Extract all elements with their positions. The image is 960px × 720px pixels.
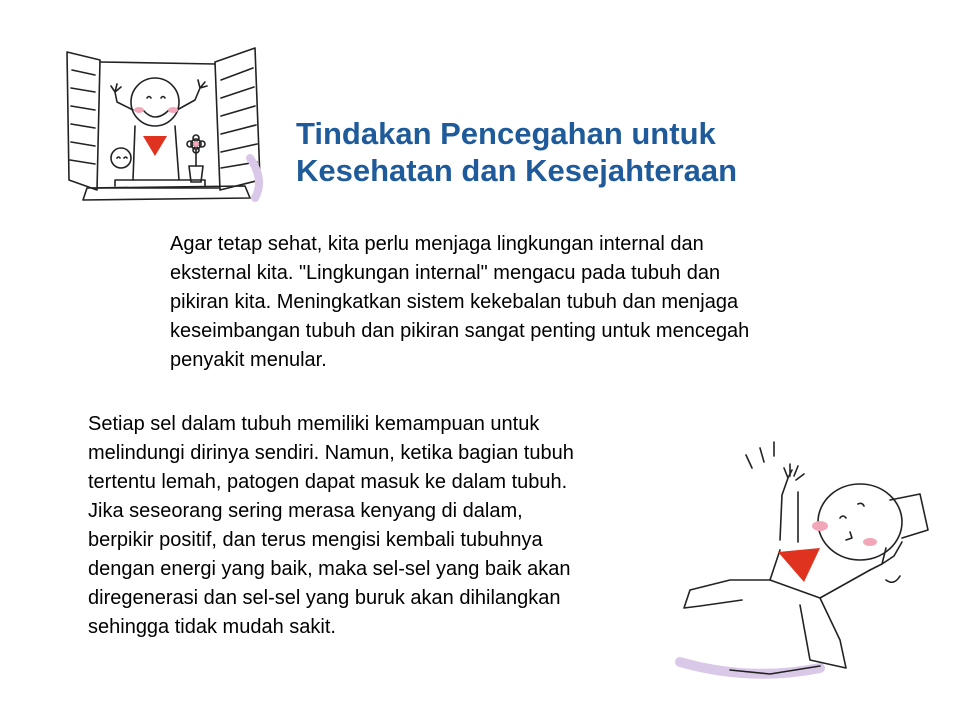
paragraph-line: Agar tetap sehat, kita perlu menjaga lingkungan internal dan [170,233,704,255]
paragraph-line: keseimbangan tubuh dan pikiran sangat penting untuk mencegah [170,320,750,342]
paragraph-line: eksternal kita. "Lingkungan internal" mengacu pada tubuh dan [170,262,721,284]
title-line-2: Kesehatan dan Kesejahteraan [296,153,738,188]
paragraph-line: dengan energi yang baik, maka sel-sel yang baik akan [88,558,571,580]
person-kicking-illustration [670,430,940,685]
person-at-window-illustration [55,40,275,205]
paragraph-line: diregenerasi dan sel-sel yang buruk akan dihilangkan [88,587,561,609]
paragraph-line: berpikir positif, dan terus mengisi kembali tubuhnya [88,529,543,551]
paragraph-line: Setiap sel dalam tubuh memiliki kemampuan untuk [88,413,540,435]
paragraph-line: Jika seseorang sering merasa kenyang di dalam, [88,500,523,522]
page-title [296,115,916,189]
paragraph-line: penyakit menular. [170,349,327,371]
paragraph-line: melindungi dirinya sendiri. Namun, ketika bagian tubuh [88,442,574,464]
intro-paragraph [170,230,890,375]
paragraph-line: tertentu lemah, patogen dapat masuk ke dalam tubuh. [88,471,568,493]
title-line-1: Tindakan Pencegahan untuk [296,116,716,151]
paragraph-line: pikiran kita. Meningkatkan sistem kekebalan tubuh dan menjaga [170,291,739,313]
body-paragraph [88,410,688,642]
paragraph-line: sehingga tidak mudah sakit. [88,616,336,638]
